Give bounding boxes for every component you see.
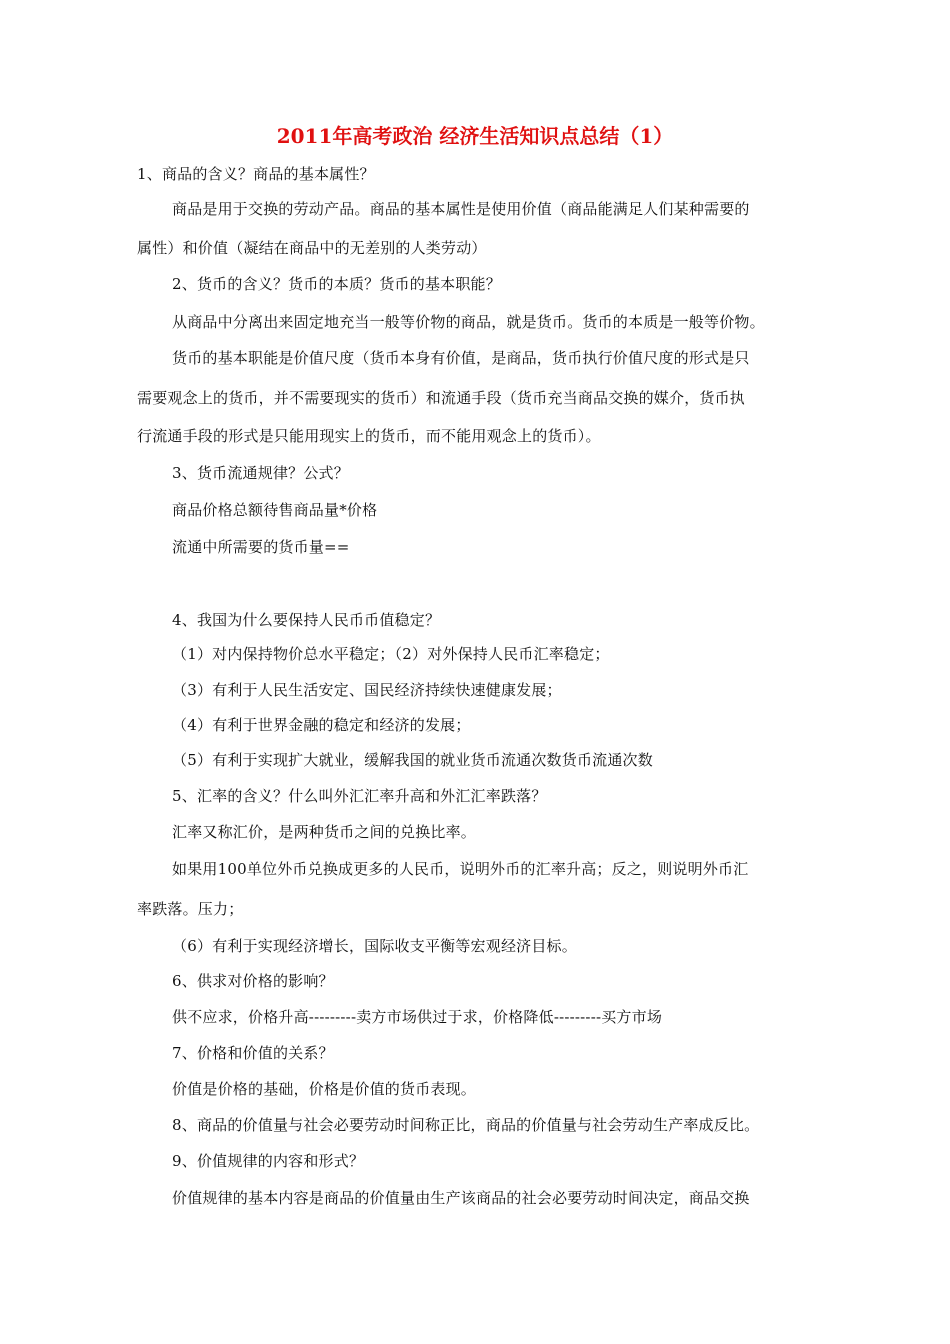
text-line: 商品是用于交换的劳动产品。商品的基本属性是使用价值（商品能满足人们某种需要的 (172, 200, 750, 218)
text-line: 货币的基本职能是价值尺度（货币本身有价值，是商品，货币执行价值尺度的形式是只 (172, 349, 750, 367)
text-line: 5、汇率的含义？什么叫外汇汇率升高和外汇汇率跌落？ (172, 787, 547, 805)
text-line: 行流通手段的形式是只能用现实上的货币，而不能用观念上的货币）。 (137, 427, 601, 445)
text-line: 如果用100单位外币兑换成更多的人民币，说明外币的汇率升高；反之，则说明外币汇 (172, 860, 749, 878)
text-line: 1、商品的含义？商品的基本属性？ (137, 165, 375, 183)
text-line: 6、供求对价格的影响？ (172, 972, 334, 990)
text-line: 8、商品的价值量与社会必要劳动时间称正比，商品的价值量与社会劳动生产率成反比。 (172, 1116, 760, 1134)
text-line: （1）对内保持物价总水平稳定；（2）对外保持人民币汇率稳定； (172, 645, 610, 663)
text-line: （3）有利于人民生活安定、国民经济持续快速健康发展； (172, 681, 562, 699)
text-line: 9、价值规律的内容和形式？ (172, 1152, 365, 1170)
text-line: 汇率又称汇价，是两种货币之间的兑换比率。 (172, 823, 477, 841)
text-line: 商品价格总额待售商品量*价格 (172, 501, 378, 519)
text-line: 需要观念上的货币，并不需要现实的货币）和流通手段（货币充当商品交换的媒介，货币执 (137, 389, 746, 407)
text-line: 供不应求，价格升高---------卖方市场供过于求，价格降低---------买方市场 (172, 1008, 663, 1026)
text-line: （4）有利于世界金融的稳定和经济的发展； (172, 716, 471, 734)
document-title: 2011年高考政治 经济生活知识点总结（1） (276, 124, 674, 148)
text-line: 价值规律的基本内容是商品的价值量由生产该商品的社会必要劳动时间决定，商品交换 (172, 1189, 750, 1207)
text-line: 属性）和价值（凝结在商品中的无差别的人类劳动） (137, 239, 487, 257)
text-line: 7、价格和价值的关系？ (172, 1044, 334, 1062)
text-line: 2、货币的含义？货币的本质？货币的基本职能？ (172, 275, 501, 293)
text-line: 价值是价格的基础，价格是价值的货币表现。 (172, 1080, 477, 1098)
text-line: 4、我国为什么要保持人民币币值稳定？ (172, 611, 441, 629)
text-line: 流通中所需要的货币量== (172, 538, 350, 556)
text-line: 3、货币流通规律？公式？ (172, 464, 349, 482)
text-line: （5）有利于实现扩大就业，缓解我国的就业货币流通次数货币流通次数 (172, 751, 653, 769)
text-line: 从商品中分离出来固定地充当一般等价物的商品，就是货币。货币的本质是一般等价物。 (172, 313, 765, 331)
text-line: 率跌落。压力； (137, 900, 244, 918)
text-line: （6）有利于实现经济增长，国际收支平衡等宏观经济目标。 (172, 937, 577, 955)
